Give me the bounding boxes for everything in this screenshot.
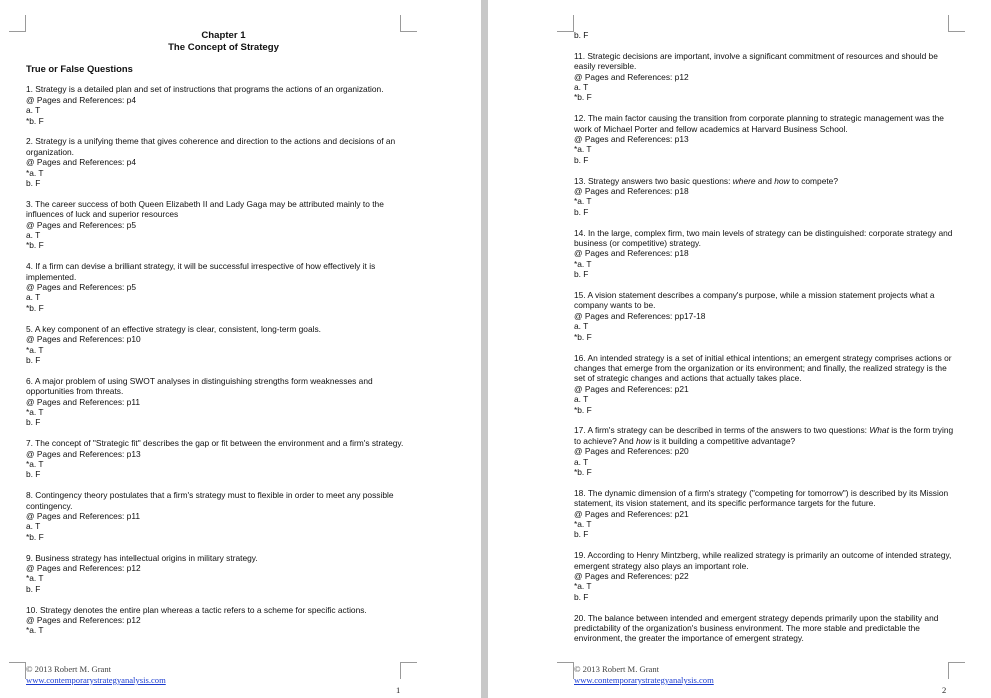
question-text: 20. The balance between intended and emergent strategy depends primarily upon the stability and predictability of the organization's business environment. The more stable and predictable the environment, the greater the importance of emergent strategy. bbox=[574, 612, 939, 644]
page-gutter bbox=[481, 0, 488, 698]
answer-option-b: b. F bbox=[574, 30, 589, 40]
question-text: 6. A major problem of using SWOT analyses in distinguishing strengths form weaknesses and opportunities from threats. bbox=[26, 375, 373, 397]
crop-mark-bottom-left bbox=[557, 662, 574, 679]
question-text bbox=[574, 176, 954, 186]
question-item bbox=[26, 490, 421, 542]
question-item bbox=[574, 228, 954, 280]
question-list-page-1 bbox=[26, 84, 421, 635]
carry-over-answer bbox=[574, 30, 954, 40]
chapter-title: The Concept of Strategy bbox=[168, 42, 279, 53]
page-2-footer bbox=[574, 664, 714, 686]
page-reference: @ Pages and References: p12 bbox=[26, 562, 141, 573]
question-text-italic: how bbox=[774, 175, 790, 186]
chapter-heading: Chapter 1 bbox=[201, 30, 246, 41]
answer-option-b: *b. F bbox=[574, 404, 592, 415]
question-text-part: and bbox=[755, 175, 775, 186]
question-text: 16. An intended strategy is a set of initial ethical intentions; an emergent strategy comprises actions or changes that emerge from the organization or its environment; and finally, the realized strategy is the set of strategic changes and actions that actually takes place. bbox=[574, 352, 952, 384]
question-text: 18. The dynamic dimension of a firm's strategy ("competing for tomorrow") is described by its Mission statement, its vision statement, and its specific performance targets for the future. bbox=[574, 487, 949, 509]
question-text: 9. Business strategy has intellectual origins in military strategy. bbox=[26, 552, 258, 563]
answer-option-a: *a. T bbox=[26, 573, 44, 584]
question-item bbox=[26, 324, 421, 366]
question-item bbox=[26, 438, 421, 480]
question-text-part: is the form trying to achieve? And bbox=[574, 425, 954, 446]
answer-option-b: b. F bbox=[574, 206, 589, 217]
question-item bbox=[574, 290, 954, 342]
answer-option-b: b. F bbox=[26, 583, 41, 594]
answer-option-a: *a. T bbox=[26, 625, 44, 636]
answer-option-a: *a. T bbox=[574, 518, 592, 529]
answer-option-a: *a. T bbox=[26, 406, 44, 417]
question-item bbox=[574, 613, 954, 644]
question-text: 14. In the large, complex firm, two main levels of strategy can be distinguished: corporate strategy and business (or competitive) strategy. bbox=[574, 227, 953, 249]
question-text-italic: where bbox=[732, 175, 756, 186]
answer-option-a: *a. T bbox=[26, 167, 44, 178]
page-reference: @ Pages and References: p12 bbox=[26, 614, 141, 625]
question-text: 3. The career success of both Queen Elizabeth II and Lady Gaga may be attributed mainly to the influences of luck and superior resources bbox=[26, 198, 384, 220]
question-text: 2. Strategy is a unifying theme that gives coherence and direction to the actions and decisions of an organization. bbox=[26, 136, 396, 157]
page-reference: @ Pages and References: p4 bbox=[26, 157, 136, 168]
answer-option-a: a. T bbox=[26, 230, 41, 241]
question-text: 1. Strategy is a detailed plan and set of instructions that programs the actions of an organization. bbox=[26, 84, 384, 95]
page-reference: @ Pages and References: p18 bbox=[574, 186, 689, 197]
question-item bbox=[26, 84, 421, 126]
answer-option-b: b. F bbox=[574, 154, 589, 165]
answer-option-a: *a. T bbox=[574, 144, 592, 155]
page-reference: @ Pages and References: p10 bbox=[26, 334, 141, 345]
page-reference: @ Pages and References: p20 bbox=[574, 446, 689, 457]
page-reference: @ Pages and References: p21 bbox=[574, 383, 689, 394]
answer-option-a: *a. T bbox=[574, 196, 592, 207]
question-item bbox=[574, 353, 954, 415]
question-text-part: to compete? bbox=[789, 175, 838, 186]
answer-option-b: *b. F bbox=[26, 302, 44, 313]
question-item bbox=[26, 553, 421, 595]
answer-option-b: *b. F bbox=[574, 331, 592, 342]
question-item bbox=[574, 550, 954, 602]
question-item bbox=[574, 51, 954, 103]
question-text-part: 17. A firm's strategy can be described in terms of the answers to two questions: bbox=[574, 425, 870, 436]
section-heading: True or False Questions bbox=[26, 63, 133, 74]
answer-option-a: a. T bbox=[574, 82, 589, 93]
question-text-italic: What bbox=[869, 425, 889, 436]
question-text: 11. Strategic decisions are important, involve a significant commitment of resources and should be easily reversible. bbox=[574, 50, 938, 72]
answer-option-b: *b. F bbox=[26, 531, 44, 542]
website-link[interactable]: www.contemporarystrategyanalysis.com bbox=[26, 675, 166, 685]
question-text: 12. The main factor causing the transition from corporate planning to strategic management was the work of Michael Porter and fellow academics at Harvard Business School. bbox=[574, 113, 944, 134]
copyright-text: © 2013 Robert M. Grant bbox=[26, 664, 112, 674]
answer-option-b: b. F bbox=[574, 269, 589, 280]
crop-mark-bottom-left bbox=[9, 662, 26, 679]
page-reference: @ Pages and References: p18 bbox=[574, 248, 689, 259]
crop-mark-top-left bbox=[9, 15, 26, 32]
page-reference: @ Pages and References: p21 bbox=[574, 508, 689, 519]
question-item bbox=[574, 425, 954, 477]
answer-option-b: b. F bbox=[26, 417, 41, 428]
answer-option-b: b. F bbox=[26, 354, 41, 365]
crop-mark-bottom-right bbox=[948, 662, 965, 679]
answer-option-b: b. F bbox=[26, 469, 41, 480]
question-item bbox=[26, 136, 421, 188]
answer-option-b: b. F bbox=[574, 529, 589, 540]
question-text: 8. Contingency theory postulates that a firm's strategy must to flexible in order to meet any possible contingency. bbox=[26, 490, 394, 511]
website-link[interactable]: www.contemporarystrategyanalysis.com bbox=[574, 675, 714, 685]
page-number: 2 bbox=[942, 685, 947, 695]
question-text: 19. According to Henry Mintzberg, while realized strategy is primarily an outcome of intended strategy, emergent strategy also plays an important role. bbox=[574, 550, 952, 571]
page-2-body bbox=[574, 30, 954, 654]
answer-option-b: *b. F bbox=[574, 92, 592, 103]
question-item bbox=[574, 488, 954, 540]
page-1-body bbox=[26, 30, 421, 646]
answer-option-b: b. F bbox=[26, 178, 41, 189]
copyright-text: © 2013 Robert M. Grant bbox=[574, 664, 660, 674]
question-text: 7. The concept of "Strategic fit" describes the gap or fit between the environment and a firm's strategy. bbox=[26, 438, 404, 449]
page-reference: @ Pages and References: p5 bbox=[26, 219, 136, 230]
page-reference: @ Pages and References: p4 bbox=[26, 94, 136, 105]
question-text: 10. Strategy denotes the entire plan whereas a tactic refers to a scheme for specific actions. bbox=[26, 604, 367, 615]
page-reference: @ Pages and References: p5 bbox=[26, 282, 136, 293]
page-reference: @ Pages and References: pp17-18 bbox=[574, 310, 706, 321]
question-item bbox=[26, 605, 421, 636]
question-text bbox=[574, 425, 954, 446]
page-reference: @ Pages and References: p11 bbox=[26, 510, 141, 521]
page-reference: @ Pages and References: p13 bbox=[26, 448, 141, 459]
answer-option-a: a. T bbox=[26, 105, 41, 116]
page-reference: @ Pages and References: p22 bbox=[574, 570, 689, 581]
document-page-1 bbox=[0, 0, 481, 698]
question-text-part: is it building a competitive advantage? bbox=[651, 435, 796, 446]
page-reference: @ Pages and References: p12 bbox=[574, 71, 689, 82]
answer-option-b: b. F bbox=[574, 591, 589, 602]
answer-option-a: a. T bbox=[574, 394, 589, 405]
question-text-part: 13. Strategy answers two basic questions: bbox=[574, 175, 733, 186]
answer-option-a: *a. T bbox=[26, 344, 44, 355]
question-text: 4. If a firm can devise a brilliant strategy, it will be successful irrespective of how effectively it is implemented. bbox=[26, 261, 376, 282]
answer-option-a: *a. T bbox=[574, 258, 592, 269]
answer-option-a: *a. T bbox=[574, 581, 592, 592]
question-item bbox=[574, 113, 954, 165]
question-text-italic: how bbox=[635, 435, 652, 446]
answer-option-b: *b. F bbox=[574, 466, 592, 477]
crop-mark-bottom-right bbox=[400, 662, 417, 679]
page-reference: @ Pages and References: p11 bbox=[26, 396, 141, 407]
question-text: 5. A key component of an effective strategy is clear, consistent, long-term goals. bbox=[26, 323, 321, 334]
answer-option-a: a. T bbox=[26, 521, 41, 532]
crop-mark-top-left bbox=[557, 15, 574, 32]
answer-option-a: *a. T bbox=[26, 458, 44, 469]
question-item bbox=[26, 376, 421, 428]
question-item bbox=[574, 176, 954, 218]
page-number: 1 bbox=[396, 685, 401, 695]
page-reference: @ Pages and References: p13 bbox=[574, 134, 689, 145]
document-page-2 bbox=[488, 0, 991, 698]
question-item bbox=[26, 261, 421, 313]
answer-option-b: *b. F bbox=[26, 240, 44, 251]
answer-option-b: *b. F bbox=[26, 115, 44, 126]
answer-option-a: a. T bbox=[26, 292, 41, 303]
question-text: 15. A vision statement describes a company's purpose, while a mission statement projects what a company wants to be. bbox=[574, 290, 935, 311]
page-1-footer bbox=[26, 664, 166, 686]
question-item bbox=[26, 199, 421, 251]
answer-option-a: a. T bbox=[574, 321, 589, 332]
answer-option-a: a. T bbox=[574, 456, 589, 467]
